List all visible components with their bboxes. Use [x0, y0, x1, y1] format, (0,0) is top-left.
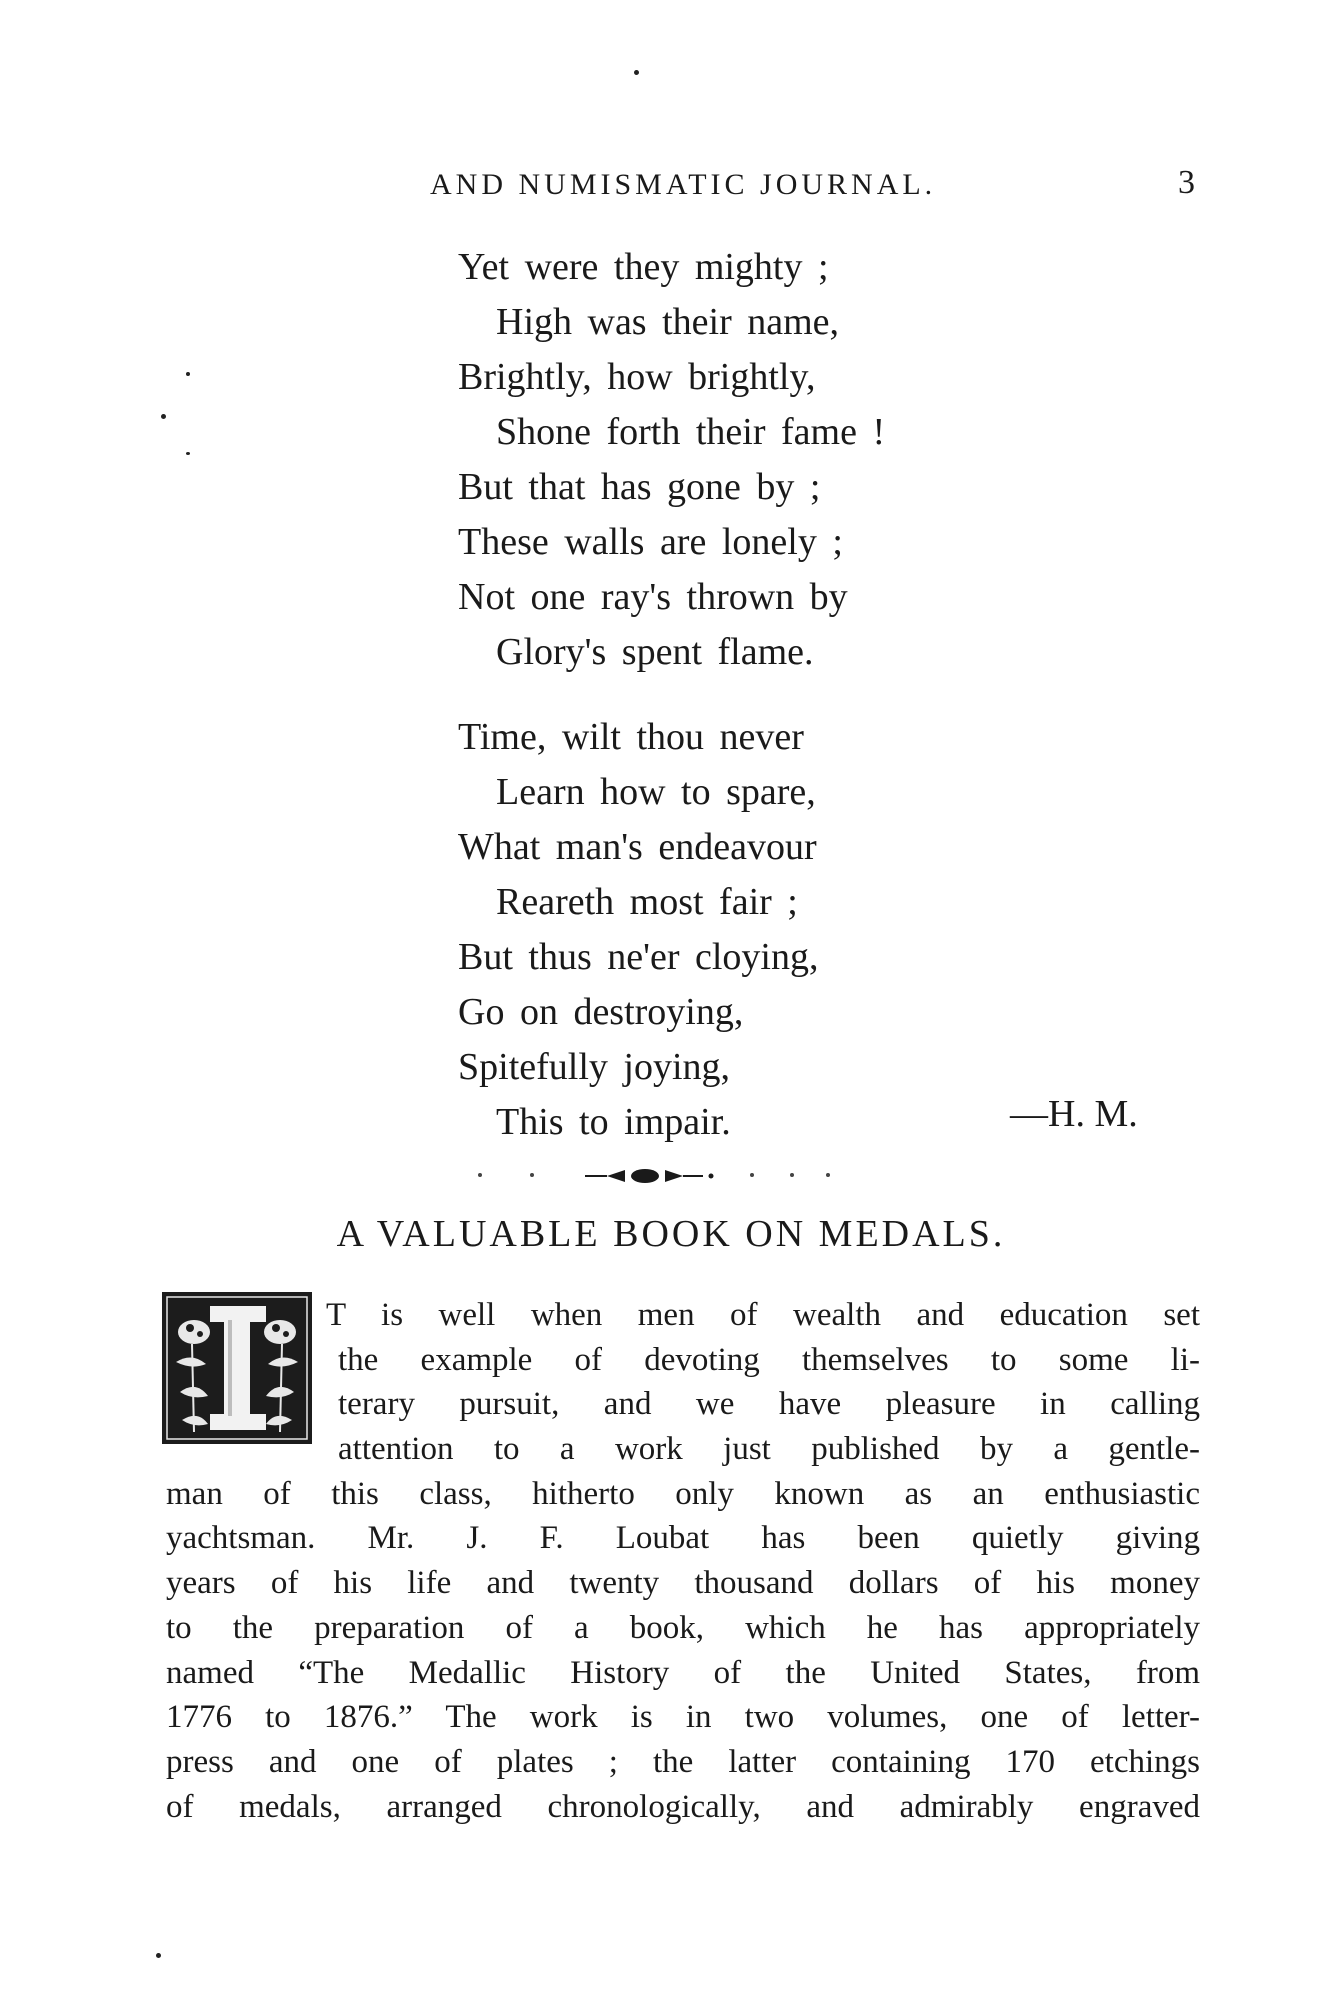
verse-line: Reareth most fair ; [496, 881, 798, 923]
body-line: T is well when men of wealth and education set [326, 1297, 1200, 1333]
body-line: terary pursuit, and we have pleasure in calling [338, 1386, 1200, 1423]
verse-line: Time, wilt thou never [458, 716, 804, 758]
verse-line: Glory's spent flame. [496, 631, 814, 673]
divider-dot [826, 1173, 830, 1177]
body-line: named “The Medallic History of the United States, from [166, 1654, 1200, 1691]
print-speck [161, 414, 166, 419]
body-line: press and one of plates ; the latter containing 170 etchings [166, 1743, 1200, 1780]
section-divider-ornament-icon [585, 1166, 725, 1186]
poem-stanza-1 [458, 240, 1178, 680]
print-speck [634, 70, 639, 75]
verse-line: Brightly, how brightly, [458, 356, 816, 398]
verse-line: But that has gone by ; [458, 466, 821, 508]
article-body [166, 1293, 1200, 1829]
print-speck [186, 372, 190, 376]
poem-stanza-2 [458, 710, 1178, 1150]
verse-line: Not one ray's thrown by [458, 576, 848, 618]
verse-line: Shone forth their fame ! [496, 411, 886, 453]
divider-dot [790, 1173, 794, 1177]
running-head: AND NUMISMATIC JOURNAL. [430, 168, 937, 201]
body-line: to the preparation of a book, which he has appropriately [166, 1609, 1200, 1646]
body-line: attention to a work just published by a gentle- [338, 1431, 1200, 1468]
body-line: years of his life and twenty thousand dollars of his money [166, 1565, 1200, 1602]
print-speck [186, 452, 190, 455]
poem-signature: —H. M. [1010, 1093, 1138, 1135]
verse-line: These walls are lonely ; [458, 521, 843, 563]
verse-line: Spitefully joying, [458, 1046, 730, 1088]
article-title: A VALUABLE BOOK ON MEDALS. [336, 1213, 1006, 1255]
verse-line: Learn how to spare, [496, 771, 816, 813]
body-line: 1776 to 1876.” The work is in two volumes, one of letter- [166, 1699, 1200, 1736]
page-number: 3 [1178, 164, 1195, 201]
body-line: of medals, arranged chronologically, and admirably engraved [166, 1788, 1200, 1825]
print-speck [156, 1953, 161, 1958]
verse-line: This to impair. [496, 1101, 731, 1143]
body-line: the example of devoting themselves to some li- [338, 1341, 1200, 1378]
verse-line: But thus ne'er cloying, [458, 936, 819, 978]
verse-line: What man's endeavour [458, 826, 817, 868]
divider-dot [750, 1173, 754, 1177]
divider-dot [478, 1173, 482, 1177]
verse-line: Yet were they mighty ; [458, 246, 829, 288]
body-line: yachtsman. Mr. J. F. Loubat has been quietly giving [166, 1520, 1200, 1557]
verse-line: Go on destroying, [458, 991, 744, 1033]
divider-dot [530, 1173, 534, 1177]
body-line: man of this class, hitherto only known as an enthusiastic [166, 1475, 1200, 1512]
verse-line: High was their name, [496, 301, 840, 343]
